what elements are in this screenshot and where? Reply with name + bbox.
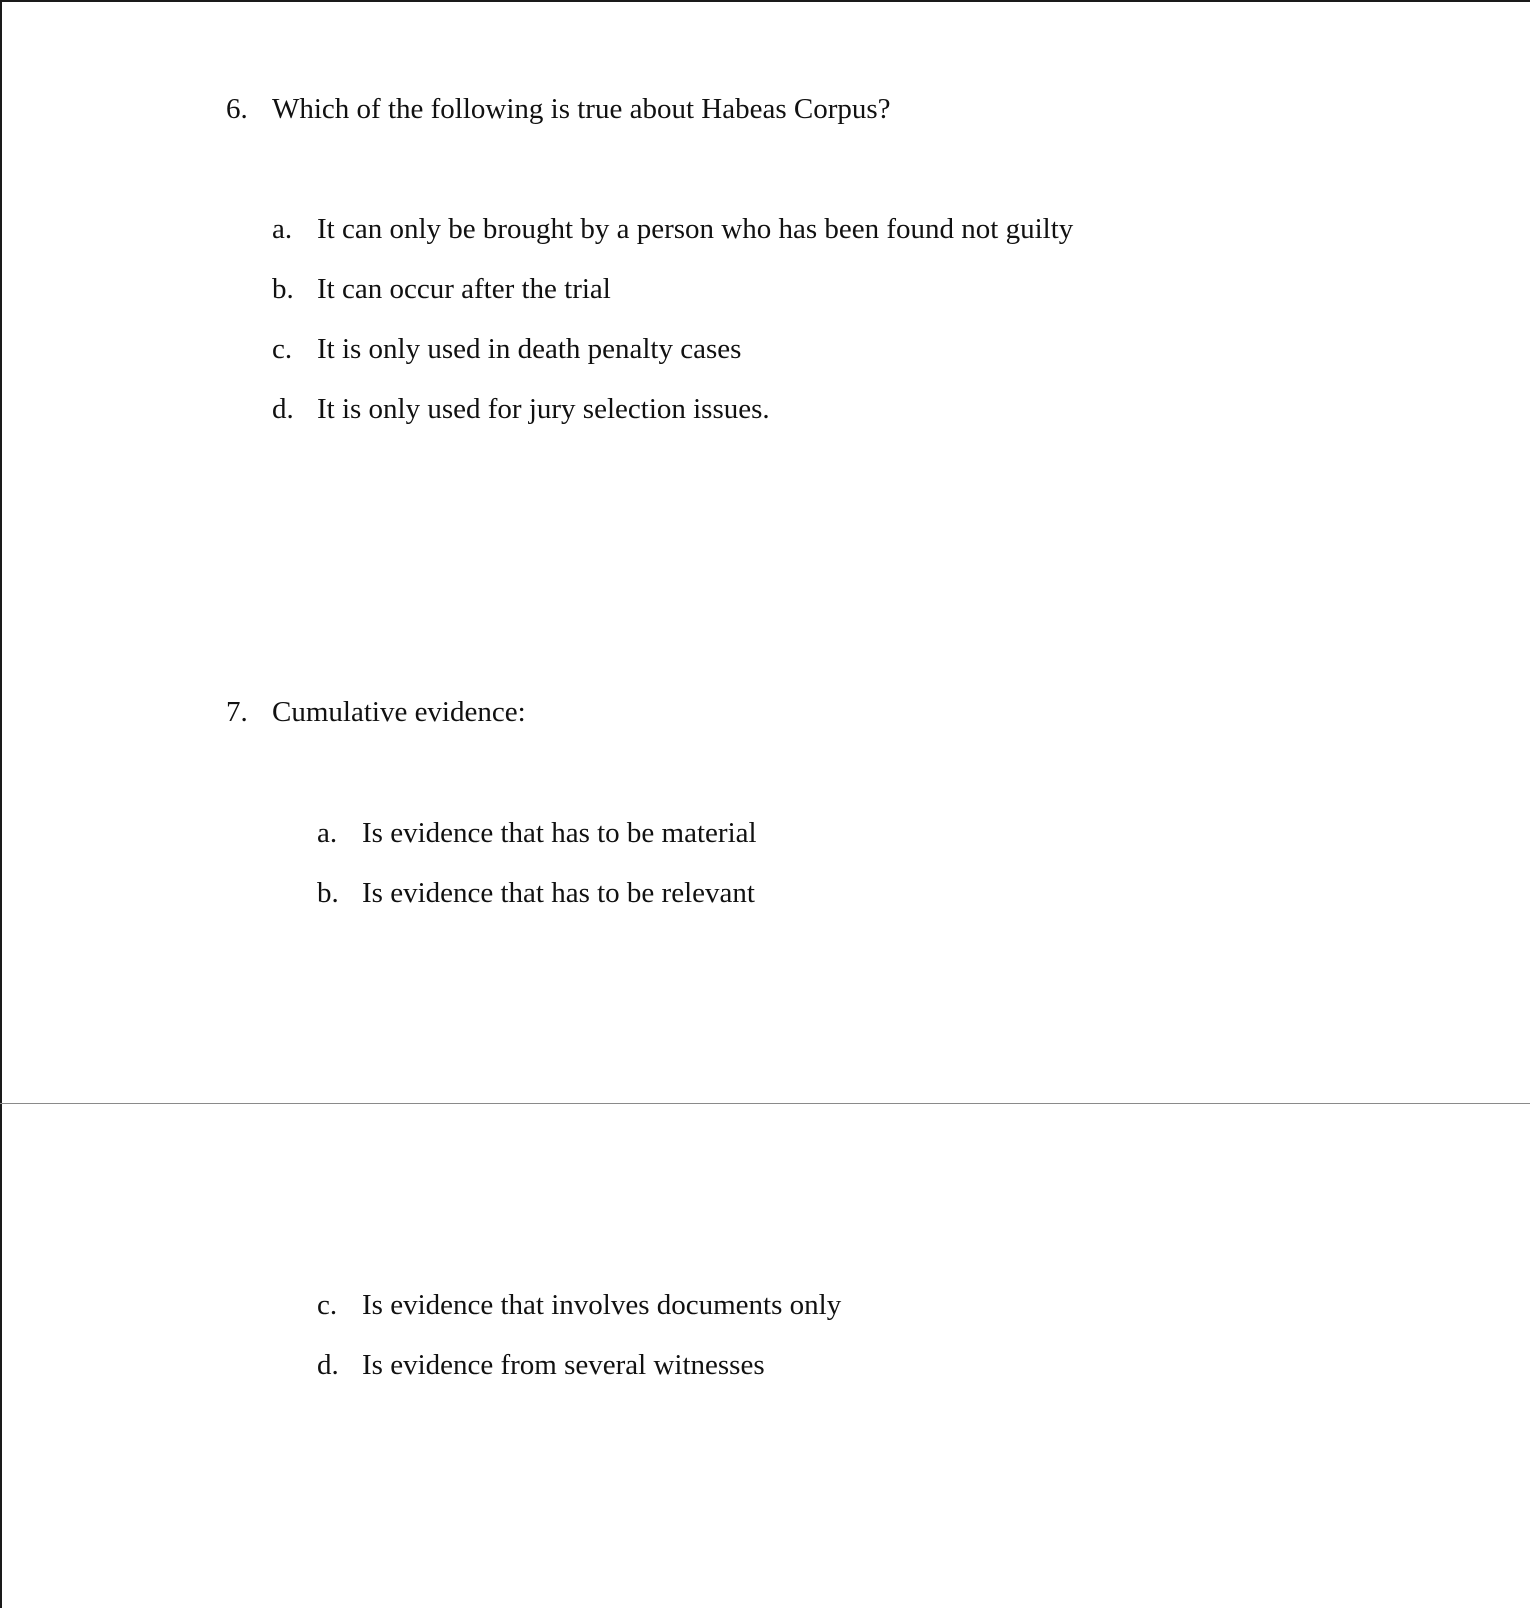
option-letter: d. [272, 393, 294, 425]
question-text: Cumulative evidence: [272, 696, 526, 728]
option-text: Is evidence that involves documents only [362, 1289, 842, 1321]
option-text: It can occur after the trial [317, 273, 611, 305]
option-letter: c. [272, 333, 293, 365]
option-text: It is only used for jury selection issues. [317, 393, 770, 425]
option-letter: b. [317, 877, 339, 909]
page-break-divider [0, 1103, 1530, 1104]
option-letter: a. [272, 213, 293, 245]
option-text: Is evidence that has to be relevant [362, 877, 755, 909]
question-number: 7. [226, 696, 248, 728]
question-text: Which of the following is true about Habeas Corpus? [272, 93, 891, 125]
option-text: It is only used in death penalty cases [317, 333, 742, 365]
option-letter: b. [272, 273, 294, 305]
option-letter: d. [317, 1349, 339, 1381]
option-letter: a. [317, 817, 338, 849]
option-text: Is evidence from several witnesses [362, 1349, 765, 1381]
option-text: Is evidence that has to be material [362, 817, 757, 849]
question-number: 6. [226, 93, 248, 125]
option-letter: c. [317, 1289, 338, 1321]
option-text: It can only be brought by a person who has been found not guilty [317, 213, 1074, 245]
